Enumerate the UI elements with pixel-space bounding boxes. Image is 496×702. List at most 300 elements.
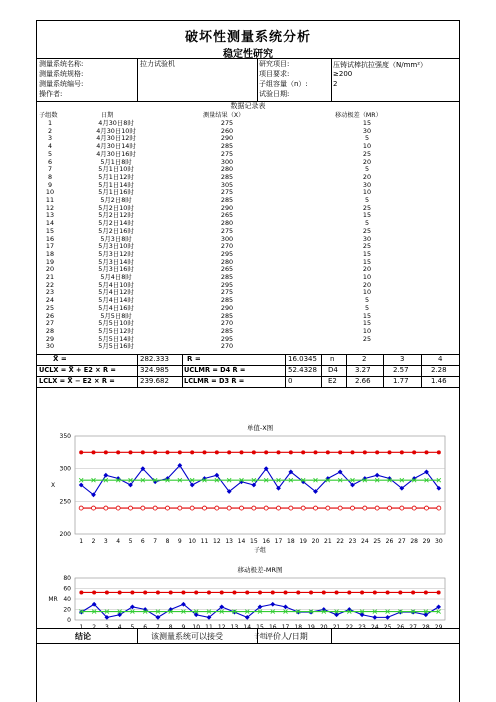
row-date: 5月3日16时 xyxy=(98,265,134,274)
x-tick-label: 19 xyxy=(307,624,315,631)
lcl-mr-value: 0 xyxy=(288,377,293,385)
data-point xyxy=(156,590,160,594)
row-mr: 25 xyxy=(362,203,372,212)
xbar-value: 282.333 xyxy=(140,355,169,363)
x-tick-label: 7 xyxy=(156,624,160,631)
const-e2-label: E2 xyxy=(328,377,337,385)
row-mr: 30 xyxy=(362,126,372,135)
row-number: 22 xyxy=(45,280,55,289)
x-tick-label: 11 xyxy=(205,624,213,631)
divider xyxy=(37,387,459,388)
x-tick-label: 9 xyxy=(177,538,182,545)
x-tick-label: 23 xyxy=(348,538,357,545)
x-tick-label: 1 xyxy=(79,538,84,545)
row-date: 5月1日8时 xyxy=(100,157,132,166)
row-value: 295 xyxy=(220,280,234,289)
rbar-label: R̄ = xyxy=(187,355,201,363)
row-value: 300 xyxy=(220,234,234,243)
page-subtitle: 稳定性研究 xyxy=(223,49,273,60)
row-value: 290 xyxy=(220,203,234,212)
row-date: 5月4日16时 xyxy=(98,303,134,312)
row-date: 5月5日8时 xyxy=(100,311,132,320)
data-point xyxy=(153,450,157,454)
x-tick-label: 4 xyxy=(116,538,121,545)
data-point xyxy=(203,450,207,454)
row-value: 270 xyxy=(220,342,234,351)
const-d4-label: D4 xyxy=(328,366,338,374)
row-number: 13 xyxy=(45,211,55,220)
x-tick-label: 12 xyxy=(213,538,221,545)
row-number: 26 xyxy=(45,311,55,320)
data-point xyxy=(118,590,122,594)
info-req-value: ≥200 xyxy=(333,70,353,78)
row-mr: 5 xyxy=(364,134,370,143)
info-req-label: 项目要求: xyxy=(259,70,290,78)
divider xyxy=(331,628,332,643)
row-mr: 15 xyxy=(362,211,372,220)
data-point xyxy=(314,450,318,454)
data-point xyxy=(322,590,326,594)
x-tick-label: 8 xyxy=(165,538,170,545)
header-value: 测量结果（X） xyxy=(203,112,245,119)
ucl-mr-value: 52.4328 xyxy=(288,366,317,374)
row-value: 280 xyxy=(220,219,234,228)
divider xyxy=(285,354,286,387)
data-point xyxy=(92,450,96,454)
data-point xyxy=(116,506,120,510)
reviewer-label: 评价人/日期 xyxy=(265,632,308,641)
data-point xyxy=(437,506,441,510)
x-tick-label: 2 xyxy=(91,538,96,545)
data-point xyxy=(79,590,83,594)
data-point xyxy=(153,506,157,510)
y-tick-label: 40 xyxy=(63,596,71,603)
x-tick-label: 17 xyxy=(274,538,283,545)
conclusion-label: 结论 xyxy=(75,632,91,641)
data-point xyxy=(240,506,244,510)
data-table xyxy=(37,120,459,351)
data-point xyxy=(271,590,275,594)
x-tick-label: 10 xyxy=(188,538,196,545)
data-point xyxy=(289,506,293,510)
row-number: 4 xyxy=(47,142,53,151)
row-number: 10 xyxy=(45,188,55,197)
x-tick-label: 16 xyxy=(262,538,270,545)
x-tick-label: 6 xyxy=(140,538,145,545)
divider xyxy=(421,354,422,387)
data-point xyxy=(141,506,145,510)
data-point xyxy=(181,590,185,594)
data-point xyxy=(347,590,351,594)
header-date: 日期 xyxy=(101,112,114,119)
info-operator-label: 操作者: xyxy=(39,90,63,98)
row-mr xyxy=(337,343,397,351)
row-mr: 15 xyxy=(362,319,372,328)
data-point xyxy=(424,590,428,594)
row-number: 17 xyxy=(45,242,55,251)
row-mr: 10 xyxy=(362,273,372,281)
row-value: 290 xyxy=(220,134,234,143)
x-tick-label: 13 xyxy=(225,538,233,545)
row-date: 5月5日16时 xyxy=(98,342,134,351)
row-value: 285 xyxy=(220,172,234,181)
data-point xyxy=(388,506,392,510)
row-mr: 30 xyxy=(362,180,372,189)
data-point xyxy=(385,615,390,620)
data-point xyxy=(283,604,288,609)
row-mr: 25 xyxy=(362,334,372,343)
row-number: 8 xyxy=(47,172,53,181)
data-point xyxy=(130,590,134,594)
row-value: 280 xyxy=(220,257,234,266)
data-point xyxy=(240,450,244,454)
chart-title: 移动极差-MR图 xyxy=(237,566,283,574)
row-date: 5月4日10时 xyxy=(98,280,134,289)
data-point xyxy=(425,506,429,510)
const-n3: 3 xyxy=(400,355,405,363)
x-tick-label: 3 xyxy=(103,538,108,545)
chart-title: 单值-X图 xyxy=(246,424,274,432)
const-e2-4: 1.46 xyxy=(431,377,447,385)
data-point xyxy=(375,450,379,454)
const-n2: 2 xyxy=(362,355,367,363)
row-number: 18 xyxy=(45,249,55,258)
data-point xyxy=(166,450,170,454)
x-tick-label: 23 xyxy=(358,624,366,631)
header-mr: 移动极差（MR） xyxy=(335,112,382,119)
row-value: 280 xyxy=(220,165,234,174)
y-tick-label: 0 xyxy=(67,617,71,624)
x-tick-label: 19 xyxy=(299,538,307,545)
data-point xyxy=(264,506,268,510)
row-date: 5月4日14时 xyxy=(98,296,134,305)
row-mr: 20 xyxy=(362,172,372,181)
data-point xyxy=(326,450,330,454)
row-value: 285 xyxy=(220,273,234,281)
info-name-label: 测量系统名称: xyxy=(39,60,84,68)
y-tick-label: 20 xyxy=(63,606,71,614)
info-n-value: 2 xyxy=(333,80,338,88)
data-point xyxy=(398,590,402,594)
data-point xyxy=(296,590,300,594)
row-value: 285 xyxy=(220,142,234,151)
data-point xyxy=(178,506,182,510)
info-project-label: 研究项目: xyxy=(259,60,290,68)
row-date: 5月1日12时 xyxy=(98,172,134,181)
divider xyxy=(37,628,459,629)
row-value: 270 xyxy=(220,242,234,251)
row-date: 4月30日8时 xyxy=(98,119,134,127)
data-point xyxy=(129,506,133,510)
row-number: 1 xyxy=(47,119,53,127)
data-point xyxy=(386,590,390,594)
y-tick-label: 350 xyxy=(59,433,71,440)
data-point xyxy=(388,450,392,454)
data-point xyxy=(203,506,207,510)
row-value: 285 xyxy=(220,326,234,335)
row-mr: 15 xyxy=(362,249,372,258)
x-tick-label: 28 xyxy=(410,538,418,545)
divider xyxy=(331,58,332,101)
row-mr: 10 xyxy=(362,188,372,197)
data-point xyxy=(227,506,231,510)
data-point xyxy=(284,590,288,594)
row-mr: 5 xyxy=(364,219,370,228)
data-point xyxy=(215,450,219,454)
row-number: 11 xyxy=(45,196,55,204)
data-point xyxy=(270,602,275,607)
row-date: 5月3日14时 xyxy=(98,257,134,266)
row-number: 5 xyxy=(47,149,53,158)
row-date: 4月30日12时 xyxy=(96,134,136,143)
data-point xyxy=(335,590,339,594)
const-d4-3: 2.57 xyxy=(393,366,409,374)
data-point xyxy=(375,506,379,510)
data-point xyxy=(258,590,262,594)
x-tick-label: 27 xyxy=(409,624,417,631)
x-tick-label: 2 xyxy=(92,624,97,631)
divider xyxy=(137,58,138,101)
x-tick-label: 11 xyxy=(200,538,209,545)
y-axis-label: MR xyxy=(48,596,58,603)
x-tick-label: 3 xyxy=(104,624,109,631)
row-mr: 5 xyxy=(364,303,370,312)
row-mr: 5 xyxy=(364,196,370,204)
x-tick-label: 14 xyxy=(243,624,252,631)
row-date: 5月2日12时 xyxy=(98,211,134,220)
x-tick-label: 24 xyxy=(361,538,369,545)
info-name-value: 拉力试验机 xyxy=(140,60,175,68)
data-point xyxy=(79,506,83,510)
x-tick-label: 9 xyxy=(181,624,186,631)
ucl-x-label: UCLX = X̿ + E2 × R̄ = xyxy=(39,366,116,374)
data-point xyxy=(437,450,441,454)
y-tick-label: 60 xyxy=(63,585,71,593)
x-tick-label: 21 xyxy=(332,624,341,631)
row-value: 275 xyxy=(220,119,234,127)
row-date: 5月3日12时 xyxy=(98,249,134,258)
data-point xyxy=(252,450,256,454)
data-point xyxy=(411,590,415,594)
x-axis-label: 子组 xyxy=(253,547,267,554)
row-mr: 15 xyxy=(362,257,372,266)
data-point xyxy=(220,590,224,594)
record-title: 数据记录表 xyxy=(230,102,266,110)
xbar-label: X̿ = xyxy=(53,355,67,363)
row-date: 5月2日8时 xyxy=(100,196,132,204)
data-point xyxy=(338,450,342,454)
data-point xyxy=(425,450,429,454)
row-number: 25 xyxy=(45,303,55,312)
row-date: 5月1日14时 xyxy=(98,180,134,189)
data-point xyxy=(129,450,133,454)
row-value: 285 xyxy=(220,311,234,320)
row-date: 5月3日8时 xyxy=(100,234,132,243)
row-value: 285 xyxy=(220,196,234,204)
lcl-x-label: LCLX = X̿ − E2 × R̄ = xyxy=(39,377,115,385)
data-point xyxy=(277,450,281,454)
data-point xyxy=(105,590,109,594)
row-number: 2 xyxy=(47,126,53,135)
y-tick-label: 300 xyxy=(59,465,71,473)
data-point xyxy=(178,450,182,454)
row-date: 5月2日14时 xyxy=(98,219,134,228)
x-tick-label: 21 xyxy=(324,538,332,545)
x-tick-label: 28 xyxy=(422,624,430,631)
info-date-label: 试验日期: xyxy=(259,90,290,98)
x-tick-label: 5 xyxy=(130,624,135,631)
y-tick-label: 250 xyxy=(59,498,71,506)
divider xyxy=(182,354,183,387)
report-sheet xyxy=(36,20,460,702)
data-point xyxy=(338,506,342,510)
x-tick-label: 15 xyxy=(256,624,264,631)
conclusion-value: 该测量系统可以接受 xyxy=(151,632,223,641)
row-value: 300 xyxy=(220,157,234,166)
row-value: 275 xyxy=(220,149,234,158)
data-point xyxy=(277,506,281,510)
data-point xyxy=(351,450,355,454)
divider xyxy=(37,58,459,59)
data-point xyxy=(190,506,194,510)
data-point xyxy=(190,450,194,454)
y-tick-label: 200 xyxy=(59,531,71,538)
row-number: 6 xyxy=(47,157,53,166)
data-point xyxy=(412,450,416,454)
x-tick-label: 20 xyxy=(319,624,328,631)
row-number: 24 xyxy=(45,296,55,305)
data-point xyxy=(373,590,377,594)
row-number: 27 xyxy=(45,319,55,328)
row-value: 270 xyxy=(220,319,234,328)
const-e2-2: 2.66 xyxy=(355,377,371,385)
row-mr: 5 xyxy=(364,165,370,174)
x-tick-label: 13 xyxy=(230,624,239,631)
info-n-label: 子组容量（n）: xyxy=(259,80,308,88)
x-tick-label: 29 xyxy=(434,624,443,631)
x-tick-label: 5 xyxy=(128,538,133,545)
data-point xyxy=(360,590,364,594)
row-number: 28 xyxy=(45,326,55,335)
x-tick-label: 7 xyxy=(153,538,158,545)
row-date: 5月1日10时 xyxy=(98,165,134,174)
row-date: 5月4日12时 xyxy=(98,288,134,297)
x-tick-label: 1 xyxy=(79,624,84,631)
x-axis-label: 子组 xyxy=(253,633,267,640)
row-value: 265 xyxy=(220,265,234,274)
row-mr: 20 xyxy=(362,280,372,289)
x-tick-label: 10 xyxy=(192,624,201,631)
data-point xyxy=(116,450,120,454)
divider xyxy=(383,354,384,387)
info-spec-label: 测量系统规格: xyxy=(39,70,84,78)
data-point xyxy=(351,506,355,510)
const-e2-3: 1.77 xyxy=(393,377,409,385)
row-mr: 25 xyxy=(362,242,372,251)
row-number: 7 xyxy=(47,165,53,174)
x-tick-label: 15 xyxy=(250,538,258,545)
row-number: 29 xyxy=(45,334,55,343)
row-number: 21 xyxy=(45,273,55,281)
x-tick-label: 17 xyxy=(281,624,290,631)
row-date: 5月3日10时 xyxy=(98,242,134,251)
data-point xyxy=(143,590,147,594)
data-point xyxy=(363,506,367,510)
x-tick-label: 26 xyxy=(396,624,405,631)
x-tick-label: 26 xyxy=(385,538,394,545)
row-value: 290 xyxy=(220,303,234,312)
row-number: 30 xyxy=(45,342,55,351)
header-no: 子组数 xyxy=(39,112,58,119)
lcl-mr-label: LCLMR = D3 R̄ = xyxy=(184,377,245,385)
x-tick-label: 25 xyxy=(383,624,392,631)
row-value: 275 xyxy=(220,226,234,235)
x-tick-label: 22 xyxy=(336,538,344,545)
x-tick-label: 14 xyxy=(237,538,246,545)
data-point xyxy=(314,506,318,510)
data-point xyxy=(207,590,211,594)
const-d4-2: 3.27 xyxy=(355,366,371,374)
x-tick-label: 24 xyxy=(371,624,379,631)
x-tick-label: 6 xyxy=(143,624,148,631)
data-point xyxy=(169,590,173,594)
data-point xyxy=(194,590,198,594)
row-mr: 15 xyxy=(362,119,372,127)
x-tick-label: 4 xyxy=(117,624,122,631)
data-point xyxy=(104,506,108,510)
row-number: 14 xyxy=(45,219,55,228)
data-point xyxy=(232,590,236,594)
divider xyxy=(346,354,347,387)
x-tick-label: 18 xyxy=(287,538,295,545)
divider xyxy=(37,354,459,355)
row-mr: 30 xyxy=(362,234,372,243)
data-point xyxy=(412,506,416,510)
row-mr: 20 xyxy=(362,157,372,166)
row-number: 20 xyxy=(45,265,55,274)
row-value: 275 xyxy=(220,188,234,197)
row-value: 295 xyxy=(220,249,234,258)
row-date: 5月1日16时 xyxy=(98,188,134,197)
row-number: 19 xyxy=(45,257,55,266)
x-tick-label: 20 xyxy=(311,538,320,545)
data-point xyxy=(326,506,330,510)
y-axis-label: X xyxy=(50,482,56,489)
row-date: 5月5日12时 xyxy=(98,326,134,335)
rbar-value: 16.0345 xyxy=(288,355,317,363)
data-point xyxy=(372,615,377,620)
data-point xyxy=(301,450,305,454)
ucl-mr-label: UCLMR = D4 R̄ = xyxy=(184,366,246,374)
data-point xyxy=(301,506,305,510)
row-mr: 5 xyxy=(364,296,370,305)
row-mr: 10 xyxy=(362,288,372,297)
row-number: 16 xyxy=(45,234,55,243)
row-mr: 15 xyxy=(362,311,372,320)
data-point xyxy=(363,450,367,454)
data-point xyxy=(92,590,96,594)
row-date: 5月2日10时 xyxy=(98,203,134,212)
x-tick-label: 25 xyxy=(373,538,381,545)
data-point xyxy=(141,450,145,454)
data-point xyxy=(400,506,404,510)
row-value: 305 xyxy=(220,180,234,189)
info-project-value: 压铸试棒抗拉强度（N/mm²） xyxy=(333,61,428,69)
row-value: 260 xyxy=(220,126,234,135)
x-tick-label: 22 xyxy=(345,624,354,631)
row-mr: 25 xyxy=(362,226,372,235)
data-point xyxy=(437,590,441,594)
